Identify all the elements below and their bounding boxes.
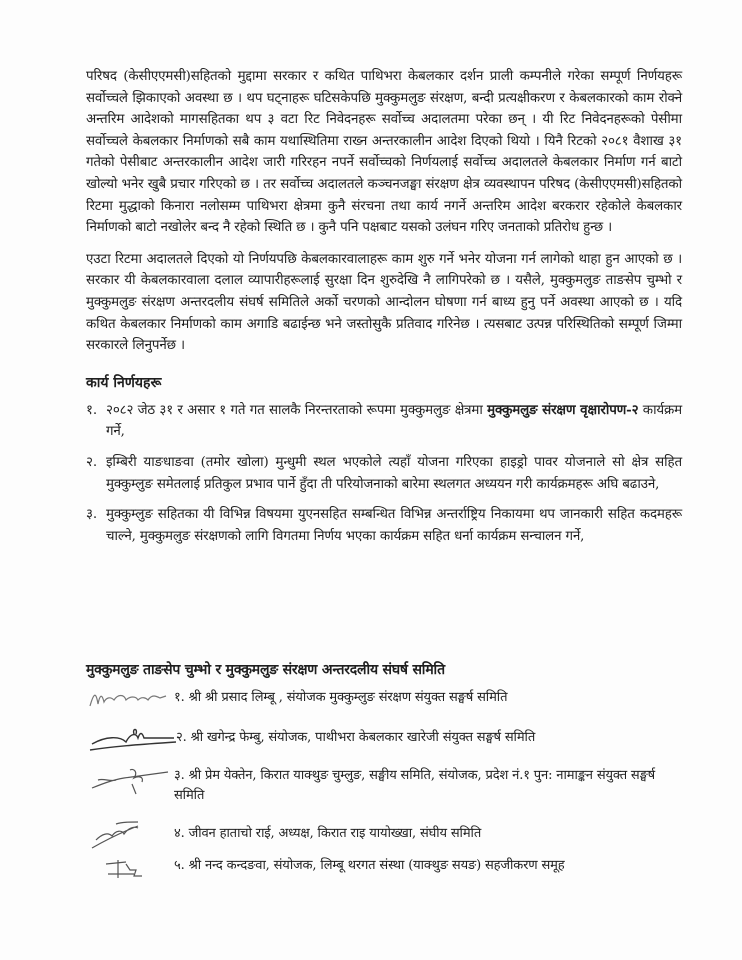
decision-item (86, 452, 682, 495)
signatory-row (86, 818, 686, 852)
signatory-row (86, 856, 686, 882)
signature-2-icon (86, 728, 176, 754)
decision-text (106, 400, 682, 443)
signatory-text: ३. श्री प्रेम येक्तेन, किरात याक्थुङ चुम्लुङ, सङ्घीय समिति, संयोजक, प्रदेश नं.१ पुन: नामाङ्कन संयुक्त सङ्घर्ष समिति (174, 768, 656, 803)
decision-text-part: २०८२ जेठ ३१ र असार १ गते गत सालकै निरन्तरताको रूपमा मुक्कुमलुङ क्षेत्रमा (106, 402, 488, 418)
decisions-heading: कार्य निर्णयहरू (86, 374, 162, 391)
signatory-text: ५. श्री नन्द कन्दङवा, संयोजक, लिम्बू थरगत संस्था (याक्थुङ सयङ) सहजीकरण समूह (174, 858, 565, 873)
decision-item (86, 504, 682, 547)
paragraph-2: एउटा रिटमा अदालतले दिएको यो निर्णयपछि केबलकारवालाहरू काम शुरु गर्ने भनेर योजना गर्न लागेको थाहा हुन आएको छ । सरकार यी केबलकारवाला दलाल व्यापारीहरूलाई सुरक्षा दिन शुरुदेखि नै लागिपरेको छ । यसैले, मुक्कुमलुङ ताङसेप चुम्भो र मुक्कुमलुङ संरक्षण अन्तरदलीय संघर्ष समितिले अर्को चरणको आन्दोलन घोषणा गर्न बाध्य हुनु पर्ने अवस्था आएको छ । यदि कथित केबलकार निर्माणको काम अगाडि बढाईन्छ भने जस्तोसुकै प्रतिवाद गरिनेछ । त्यसबाट उत्पन्न परिस्थितिको सम्पूर्ण जिम्मा सरकारले लिनुपर्नेछ । (86, 251, 682, 354)
signature-5-icon (86, 856, 174, 882)
committee-title: मुक्कुमलुङ ताङसेप चुम्भो र मुक्कुमलुङ संरक्षण अन्तरदलीय संघर्ष समिति (86, 662, 445, 678)
signatory-row (86, 766, 686, 806)
decision-number: २. (86, 454, 97, 470)
signatory-row (86, 728, 686, 754)
signatory-text: १. श्री श्री प्रसाद लिम्बू , संयोजक मुक्कुम्लुङ संरक्षण संयुक्त सङ्घर्ष समिति (174, 690, 508, 705)
signatory-text: ४. जीवन हाताचो राई, अध्यक्ष, किरात राइ यायोख्खा, संघीय समिति (174, 826, 482, 841)
signatory-row (86, 688, 686, 714)
signatory-text: २. श्री खगेन्द्र फेम्बु, संयोजक, पाथीभरा केबलकार खारेजी संयुक्त सङ्घर्ष समिति (176, 730, 536, 745)
decision-text: मुक्कुम्लुङ सहितका यी विभिन्न विषयमा युएनसहित सम्बन्धित विभिन्न अन्तर्राष्ट्रिय निकायमा थप जानकारी सहित कदमहरू चाल्ने, मुक्कुमलुङ संरक्षणको लागि विगतमा निर्णय भएका कार्यक्रम सहित धर्ना कार्यक्रम सन्चालन गर्ने, (106, 507, 682, 544)
signature-4-icon (86, 818, 174, 852)
signature-3-icon (86, 766, 174, 798)
decision-text: इम्बिरी याङधाङवा (तमोर खोला) मुन्धुमी स्थल भएकोले त्यहाँ योजना गरिएका हाइड्रो पावर योजनाले सो क्षेत्र सहित मुक्कुम्लुङ समेतलाई प्रतिकुल प्रभाव पार्ने हुँदा ती परियोजनाको बारेमा स्थलगत अध्ययन गरी कार्यक्रमहरू अघि बढाउने, (106, 454, 682, 492)
decision-number: १. (86, 402, 97, 418)
decision-bold-program: मुक्कुमलुङ संरक्षण वृक्षारोपण-२ (487, 401, 639, 418)
decision-item (86, 400, 682, 443)
decision-number: ३. (86, 507, 97, 523)
signature-1-icon (86, 688, 174, 714)
paragraph-1: परिषद (केसीएएमसी)सहितको मुद्दामा सरकार र कथित पाथिभरा केबलकार दर्शन प्राली कम्पनीले गरेका सम्पूर्ण निर्णयहरू सर्वोच्चले झिकाएको अवस्था छ । थप घट्नाहरू घटिसकेपछि मुक्कुमलुङ संरक्षण, बन्दी प्रत्यक्षीकरण र केबलकारको काम रोक्ने अन्तरिम आदेशको मागसहितका थप ३ वटा रिट निवेदनहरू सर्वोच्च अदालतमा परेका छन् । यी रिट निवेदनहरूको पेसीमा सर्वोच्चले केबलकार निर्माणको सबै काम यथास्थितिमा राख्न अन्तरकालीन आदेश दिएको थियो । यिनै रिटको २०८१ वैशाख ३१ गतेको पेसीबाट अन्तरकालीन आदेश जारी गरिरहन नपर्ने सर्वोच्चको निर्णयलाई सर्वोच्च अदालतले केबलकार निर्माण गर्न बाटो खोल्यो भनेर खुबै प्रचार गरिएको छ । तर सर्वोच्च अदालतले कञ्चनजङ्घा संरक्षण क्षेत्र व्यवस्थापन परिषद (केसीएएमसी)सहितको रिटमा मुद्धाको किनारा नलोसम्म पाथिभरा क्षेत्रमा कुनै संरचना तथा कार्य नगर्ने अन्तरिम आदेश बरकरार रहेकोले केबलकार निर्माणको बाटो नखोलेर बन्द नै रहेको स्थिति छ । कुनै पनि पक्षबाट यसको उलंघन गरिए जनताको प्रतिरोध हुन्छ । (86, 69, 682, 236)
document-body (86, 66, 682, 556)
decision-text-after: कार्यक्रम गर्ने, (106, 402, 682, 440)
